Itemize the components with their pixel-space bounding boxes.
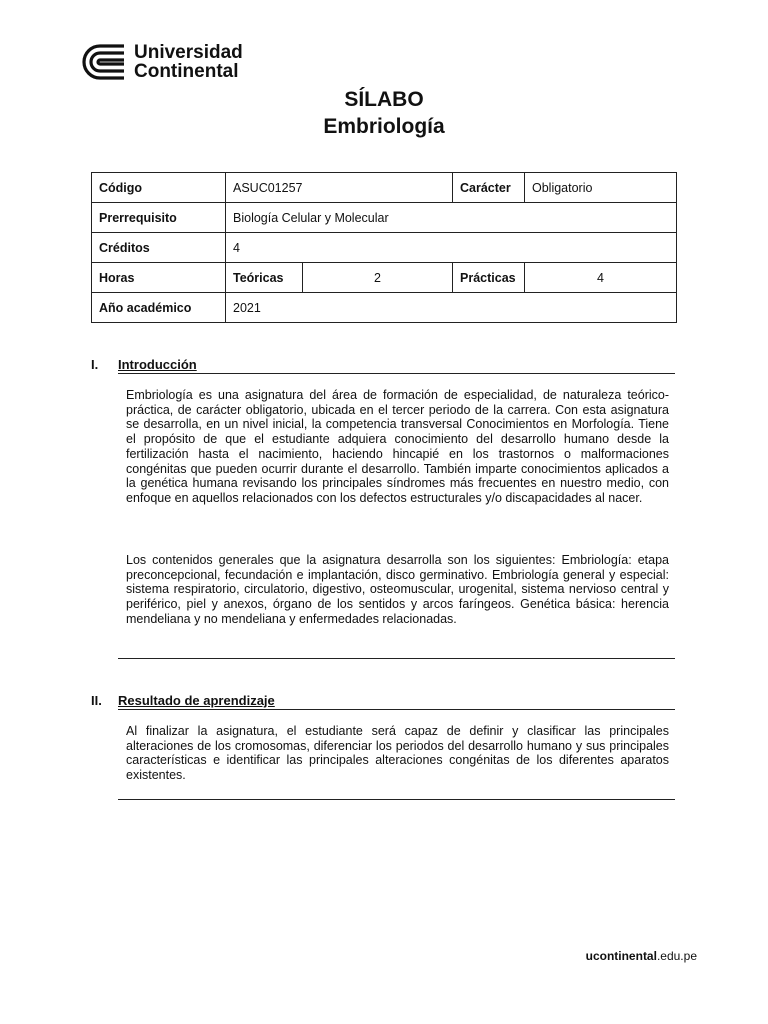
continental-logo-icon xyxy=(80,43,126,81)
course-title: Embriología xyxy=(323,115,445,138)
creditos-label: Créditos xyxy=(92,233,226,263)
section-divider xyxy=(118,658,675,659)
logo-text xyxy=(134,43,243,81)
section-divider xyxy=(118,799,675,800)
teoricas-label: Teóricas xyxy=(226,263,303,293)
anio-label: Año académico xyxy=(92,293,226,323)
table-row xyxy=(92,293,677,323)
caracter-value: Obligatorio xyxy=(525,173,677,203)
section-2-paragraph-1: Al finalizar la asignatura, el estudiante será capaz de definir y clasificar las principales alteraciones de los cromosomas, diferenciar los periodos del desarrollo humano y sus principales características e identificar las principales alteraciones congénitas de los diferentes aparatos existentes. xyxy=(126,724,669,783)
section-1-title: Introducción xyxy=(118,357,197,372)
section-1-number: I. xyxy=(91,357,99,372)
codigo-value: ASUC01257 xyxy=(226,173,453,203)
section-2-title: Resultado de aprendizaje xyxy=(118,693,275,708)
practicas-value: 4 xyxy=(525,263,677,293)
course-info-table xyxy=(91,172,677,323)
section-divider xyxy=(118,709,675,710)
section-2-number: II. xyxy=(91,693,102,708)
codigo-label: Código xyxy=(92,173,226,203)
logo-line-1: Universidad xyxy=(134,42,243,63)
caracter-label: Carácter xyxy=(453,173,525,203)
horas-label: Horas xyxy=(92,263,226,293)
document-title: SÍLABO xyxy=(344,88,424,111)
table-row xyxy=(92,203,677,233)
prerrequisito-value: Biología Celular y Molecular xyxy=(226,203,677,233)
table-row xyxy=(92,233,677,263)
footer-domain-rest: .edu.pe xyxy=(656,949,697,963)
logo-line-2: Continental xyxy=(134,61,239,82)
creditos-value: 4 xyxy=(226,233,677,263)
university-logo xyxy=(80,42,243,82)
footer-website xyxy=(586,949,697,963)
table-row xyxy=(92,173,677,203)
section-1-paragraph-2: Los contenidos generales que la asignatura desarrolla son los siguientes: Embriología: etapa preconcepcional, fecundación e implantación, disco germinativo. Embriología general y especial: sistema respiratorio, circulatorio, digestivo, osteomuscular, urogenital, sistema nervioso central y periférico, piel y anexos, órgano de los sentidos y arcos faríngeos. Genética básica: herencia mendeliana y no mendeliana y enfermedades relacionadas. xyxy=(126,553,669,626)
section-divider xyxy=(118,373,675,374)
anio-value: 2021 xyxy=(226,293,677,323)
teoricas-value: 2 xyxy=(303,263,453,293)
footer-domain-bold: ucontinental xyxy=(585,949,657,963)
practicas-label: Prácticas xyxy=(453,263,525,293)
section-1-paragraph-1: Embriología es una asignatura del área de formación de especialidad, de naturaleza teórico-práctica, de carácter obligatorio, ubicada en el tercer periodo de la carrera. Con esta asignatura se desarrolla, en un nivel inicial, la competencia transversal Conocimientos en Morfología. Tiene el propósito de que el estudiante adquiera conocimiento del desarrollo humano desde la fertilización hasta el nacimiento, haciendo hincapié en los trastornos o malformaciones congénitas que pueden ocurrir durante el desarrollo. También imparte conocimientos aplicados a la genética humana revisando los principales síndromes más frecuentes en nuestro medio, con enfoque en aquellos relacionados con los defectos estructurales y/o discapacidades al nacer. xyxy=(126,388,669,505)
prerrequisito-label: Prerrequisito xyxy=(92,203,226,233)
table-row xyxy=(92,263,677,293)
